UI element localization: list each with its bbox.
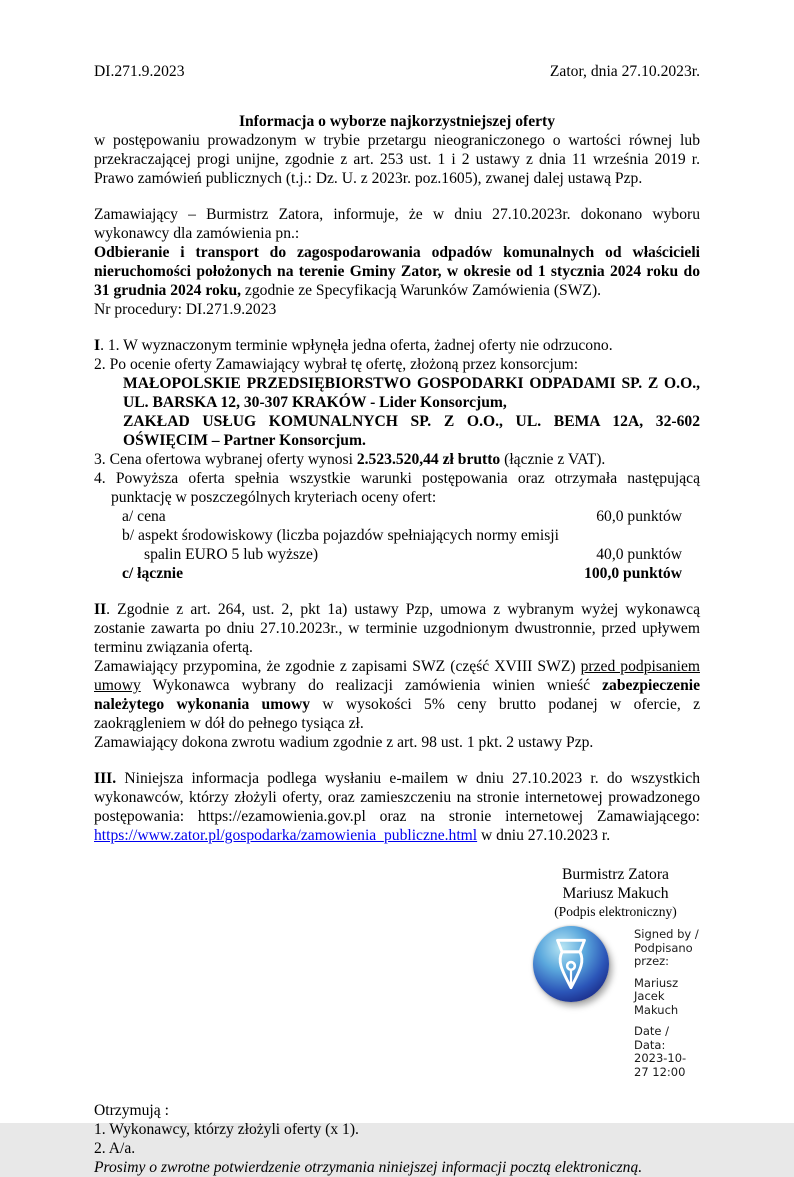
score-value: 40,0 punktów — [596, 546, 682, 563]
section-2-paragraph-1-text: . Zgodnie z art. 264, ust. 2, pkt 1a) ustawy Pzp, umowa z wybranym wyżej wykonawcą zostanie zawarta po dniu 27.10.2023r., w terminie uzgodnionym dwustronnie, przed upływem terminu związania ofertą. — [94, 601, 700, 656]
zator-website-link[interactable]: https://www.zator.pl/gospodarka/zamowienia_publiczne.html — [94, 827, 478, 844]
price-sentence-start: 3. Cena ofertowa wybranej oferty wynosi — [94, 451, 357, 468]
section-2-paragraph-1 — [94, 600, 700, 657]
section-2-paragraph-2 — [94, 657, 700, 733]
security-deposit-bold: zabezpieczenie należytego wykonania umowy — [94, 677, 700, 713]
stamp-date-value: 2023-10-27 12:00 — [634, 1051, 687, 1079]
section-1-item-1-text: . 1. W wyznaczonym terminie wpłynęła jedna oferta, żadnej oferty nie odrzucono. — [100, 337, 613, 354]
section-1 — [94, 336, 700, 583]
section-2-paragraph-3: Zamawiający dokona zwrotu wadium zgodnie z art. 98 ust. 1 pkt. 2 ustawy Pzp. — [94, 734, 594, 751]
score-row-environment-cont — [144, 545, 700, 564]
score-label: spalin EURO 5 lub wyższe) — [144, 546, 319, 563]
stamp-signer-line2: Makuch — [634, 1002, 679, 1017]
stamp-signed-label-line1: Signed by / — [634, 927, 699, 941]
stamp-signed-by — [634, 928, 700, 969]
distribution-item-2: 2. A/a. — [94, 1140, 136, 1157]
score-row-price — [122, 507, 700, 526]
pen-nib-icon — [533, 926, 609, 1002]
underlined-phrase: przed podpisaniem umowy — [94, 658, 700, 694]
score-label: c/ łącznie — [122, 565, 184, 582]
score-value: 60,0 punktów — [596, 508, 682, 525]
price-sentence-end: (łącznie z VAT). — [500, 451, 606, 468]
section-1-item-3 — [94, 450, 700, 469]
order-title-paragraph — [94, 243, 700, 300]
document-title: Informacja o wyborze najkorzystniejszej oferty — [238, 113, 556, 130]
consortium-leader: MAŁOPOLSKIE PRZEDSIĘBIORSTWO GOSPODARKI ODPADAMI SP. Z O.O., UL. BARSKA 12, 30-307 KRAKÓW - Lider Konsorcjum, — [123, 375, 700, 411]
distribution-item-1: 1. Wykonawcy, którzy złożyli oferty (x 1). — [94, 1121, 359, 1138]
stamp-signer-name — [634, 977, 700, 1018]
digital-signature-stamp — [533, 926, 700, 1087]
price-value: 2.523.520,44 zł brutto — [356, 451, 501, 468]
signature-title: Burmistrz Zatora — [562, 866, 669, 883]
document-header — [94, 62, 700, 81]
order-title-bold: Odbieranie i transport do zagospodarowania odpadów komunalnych od właścicieli nieruchomości położonych na terenie Gminy Zator, w okresie od 1 stycznia 2024 roku do 31 grudnia 2024 roku, — [94, 244, 700, 299]
section-3-numeral: III. — [94, 770, 117, 787]
section-1-item-2: 2. Po ocenie oferty Zamawiający wybrał tę ofertę, złożoną przez konsorcjum: — [94, 356, 579, 373]
section-2 — [94, 600, 700, 752]
section-3 — [94, 769, 700, 845]
notice-paragraph: Zamawiający – Burmistrz Zatora, informuje, że w dniu 27.10.2023r. dokonano wyboru wykonawcy dla zamówienia pn.: — [94, 206, 700, 242]
signature-note: (Podpis elektroniczny) — [554, 904, 677, 919]
stamp-signed-label-line2: Podpisano przez: — [634, 940, 693, 968]
order-title-normal: zgodnie ze Specyfikacją Warunków Zamówienia (SWZ). — [241, 282, 602, 299]
section-2-p2-seg1: Zamawiający przypomina, że zgodnie z zapisami SWZ (część XVIII SWZ) — [94, 658, 581, 675]
section-2-p2-seg2: Wykonawca wybrany do realizacji zamówienia winien wnieść — [140, 677, 603, 694]
distribution-list — [94, 1101, 700, 1177]
stamp-signer-line1: Mariusz Jacek — [634, 975, 679, 1003]
place-date: Zator, dnia 27.10.2023r. — [549, 63, 700, 80]
score-value: 100,0 punktów — [584, 565, 682, 582]
section-1-numeral: I — [94, 337, 101, 354]
score-value — [682, 526, 700, 545]
procedure-number: Nr procedury: DI.271.9.2023 — [94, 301, 277, 318]
section-3-text: Niniejsza informacja podlega wysłaniu e-mailem w dniu 27.10.2023 r. do wszystkich wykonawców, którzy złożyli oferty, oraz zamieszczeniu na stronie internetowej prowadzonego postępowania: https://ezamowienia.gov.pl oraz na stronie internetowej Zamawiającego: — [94, 770, 700, 825]
section-3-text-end: w dniu 27.10.2023 r. — [477, 827, 611, 844]
confirmation-note: Prosimy o zwrotne potwierdzenie otrzymania niniejszej informacji pocztą elektroniczną. — [94, 1159, 643, 1176]
section-1-item-1 — [94, 336, 700, 355]
section-1-item-4: 4. Powyższa oferta spełnia wszystkie warunki postępowania oraz otrzymała następującą punktację w poszczególnych kryteriach oceny ofert: — [94, 470, 700, 506]
score-label: b/ aspekt środowiskowy (liczba pojazdów spełniających normy emisji — [122, 527, 559, 544]
score-row-environment — [122, 526, 700, 545]
distribution-heading: Otrzymują : — [94, 1102, 169, 1119]
section-3-paragraph — [94, 769, 700, 845]
score-label: a/ cena — [122, 508, 166, 525]
consortium-partner: ZAKŁAD USŁUG KOMUNALNYCH SP. Z O.O., UL. BEMA 12A, 32-602 OŚWIĘCIM – Partner Konsorcjum. — [123, 413, 700, 449]
stamp-text — [634, 928, 700, 1087]
section-2-numeral: II — [94, 601, 107, 618]
score-row-total — [122, 564, 700, 583]
doc-number: DI.271.9.2023 — [94, 63, 185, 80]
signature-name: Mariusz Makuch — [562, 885, 669, 902]
intro-paragraph: w postępowaniu prowadzonym w trybie przetargu nieograniczonego o wartości równej lub przekraczającej progi unijne, zgodnie z art. 253 ust. 1 i 2 ustawy z dnia 11 września 2019 r. Prawo zamówień publicznych (t.j.: Dz. U. z 2023r. poz.1605), zwanej dalej ustawą Pzp. — [94, 132, 700, 187]
stamp-date-label: Date / Data: — [634, 1024, 670, 1052]
stamp-date — [634, 1025, 700, 1079]
section-2-p2-seg3: w wysokości 5% ceny brutto podanej w ofercie, z zaokrągleniem w dół do pełnego tysiąca zł. — [94, 696, 700, 732]
signature-block — [508, 865, 723, 920]
